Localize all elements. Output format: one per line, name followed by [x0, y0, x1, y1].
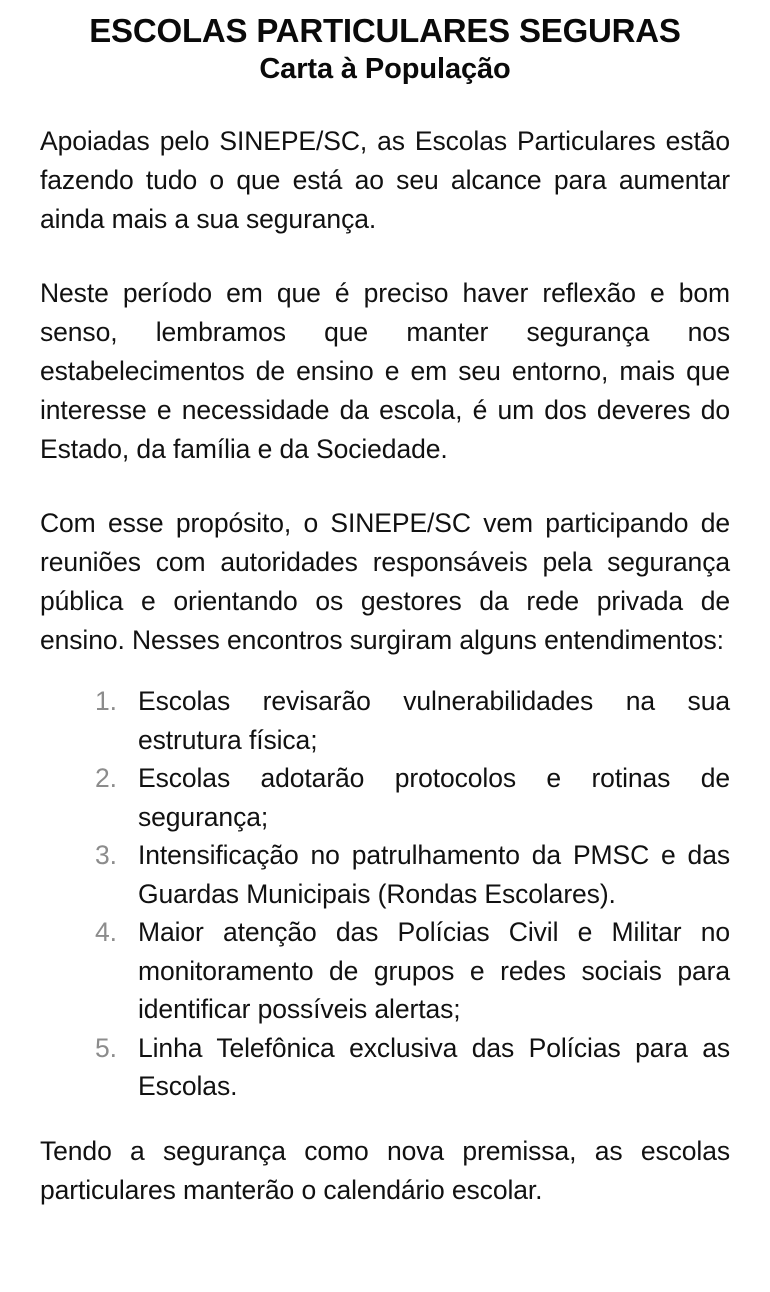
- page-subtitle: Carta à População: [259, 53, 511, 86]
- paragraph-spacer-2: [40, 469, 730, 504]
- list-item-text: Escolas adotarão protocolos e rotinas de segurança;: [138, 763, 730, 832]
- list-item-text: Linha Telefônica exclusiva das Polícias para as Escolas.: [138, 1032, 730, 1102]
- paragraph-2: Neste período em que é preciso haver reflexão e bom senso, lembramos que manter segurança nos estabelecimentos de ensino e em seu entorno, mais que interesse e necessidade da escola, é um dos deveres do Estado, da família e da Sociedade.: [40, 278, 730, 465]
- list-item: [95, 836, 730, 913]
- spacer-after-heading: [0, 87, 770, 122]
- list-item-text: Intensificação no patrulhamento da PMSC e das Guardas Municipais (Rondas Escolares).: [138, 840, 730, 909]
- list-item: [95, 759, 730, 836]
- list-item-text: Maior atenção das Polícias Civil e Militar no monitoramento de grupos e redes sociais para identificar possíveis alertas;: [138, 917, 730, 1025]
- paragraph-spacer-4: [40, 1106, 730, 1132]
- paragraph-spacer-1: [40, 239, 730, 274]
- list-item: [95, 682, 730, 759]
- page-title: ESCOLAS PARTICULARES SEGURAS: [89, 12, 681, 49]
- paragraph-3: Com esse propósito, o SINEPE/SC vem participando de reuniões com autoridades responsáveis pela segurança pública e orientando os gestores da rede privada de ensino. Nesses encontros surgiram alguns entendimentos:: [40, 508, 730, 656]
- list-item: [95, 913, 730, 1029]
- list-item: [95, 1029, 730, 1106]
- document-body: [0, 122, 770, 1210]
- list-item-text: Escolas revisarão vulnerabilidades na sua estrutura física;: [138, 686, 730, 755]
- paragraph-4: Tendo a segurança como nova premissa, as escolas particulares manterão o calendário escolar.: [40, 1135, 730, 1205]
- paragraph-spacer-3: [40, 660, 730, 682]
- paragraph-1: Apoiadas pelo SINEPE/SC, as Escolas Particulares estão fazendo tudo o que está ao seu alcance para aumentar ainda mais a sua segurança.: [40, 126, 730, 235]
- document-heading: [0, 0, 770, 87]
- understandings-list: [40, 682, 730, 1106]
